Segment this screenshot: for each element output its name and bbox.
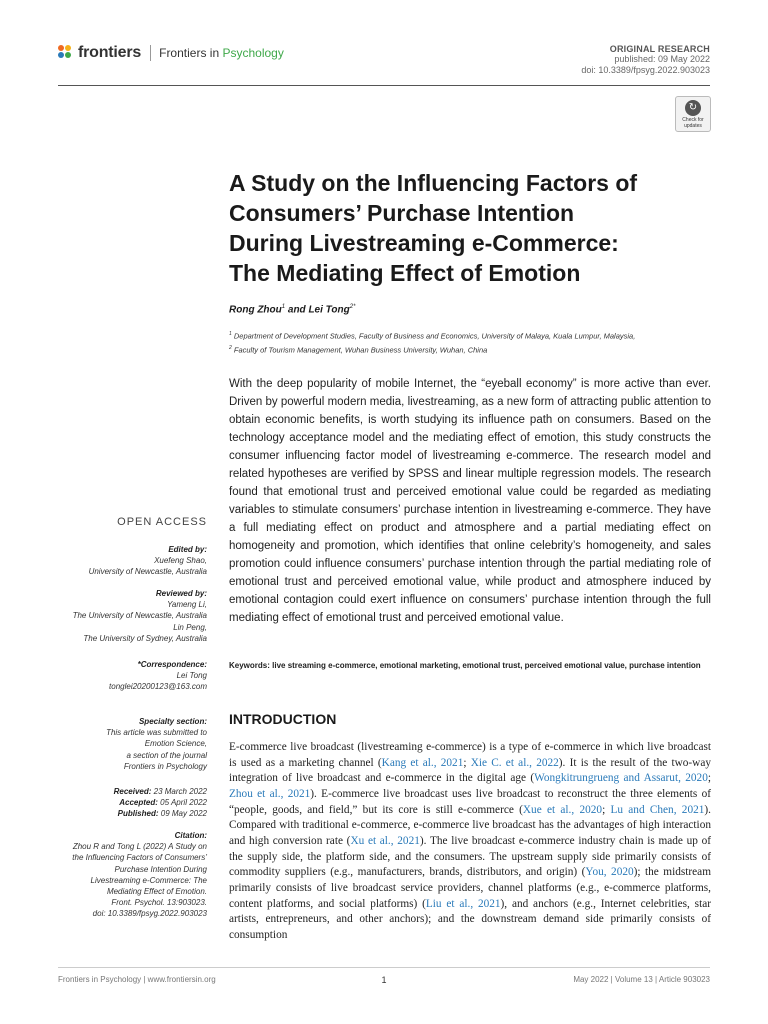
correspondence-info: *Correspondence: Lei Tong tonglei20200123@163.com <box>40 659 207 693</box>
affiliation-1: $^1$ Department of Development Studies, Faculty of Business and Economics, University of Malaya, Kuala Lumpur, Malaysia, <box>229 331 636 341</box>
correspondence-email[interactable]: tonglei20200123@163.com <box>109 682 207 692</box>
article-meta <box>581 44 710 76</box>
dates-info: Received: 23 March 2022 Accepted: 05 April 2022 Published: 09 May 2022 <box>113 787 207 819</box>
abstract: With the deep popularity of mobile Internet, the “eyeball economy” is more active than ever. Driven by powerful modern media, livestreaming, as a new form of attracting public attention to obtain economic benefits, is worth studying its influence path on consumers. Based on the technology acceptance model and the mediating effect of emotion, this study constructs the consumer influencing factor model of livestreaming e-commerce. The research model and related hypotheses are verified by SPSS and linear multiple regression models. The research found that emotional trust and perceived emotional value could be regarded as mediating variables to stimulate consumers’ purchase intention in livestreaming e-commerce. They have a full mediating effect on product and atmosphere and a partial mediating effect on homogeneity and promotion, which identifies that online celebrity’s homogeneity, and sales promotion could influence consumers’ purchase intention through the partial mediating role of emotional trust and perceived emotional value, while product and atmosphere induced by emotional contagion could exert influence on consumers’ purchase intention through the full mediating effect of emotional trust and perceived emotional value. <box>229 378 711 624</box>
check-updates-label: Check for updates <box>682 117 704 129</box>
author-name[interactable]: Rong Zhou <box>229 304 282 316</box>
introduction-paragraph: E-commerce live broadcast (livestreaming e-commerce) is a type of e-commerce in which live broadcast is used as a marketing channel (Kang et al., 2021; Xie C. et al., 2022). It is the result of the two-way integration of live broadcast and e-commerce in the digital age (Wongkitrungrueng and Assarut, 2020; Zhou et al., 2021). E-commerce live broadcast uses live broadcast to reconstruct the three elements of “people, goods, and field,” but its core is still e-commerce (Xue et al., 2020; Lu and Chen, 2021). Compared with traditional e-commerce, e-commerce live broadcast has the advantages of high interaction and high conversion rate (Xu et al., 2021). The live broadcast e-commerce industry chain is made up of the supply side, the platform side, and the consumers. The upstream supply side primarily consists of commodity suppliers (e.g., manufacturers, brands, distributors, and origin) (You, 2020); the midstream primarily consists of live broadcast service providers, channel platforms (e.g., e-commerce platforms, content platforms, and social platforms) (Liu et al., 2021), and anchors (e.g., Internet celebrities, star artists, entrepreneurs, and other anchors); and the downstream demand side primarily consists of consumption <box>229 741 711 941</box>
author-name[interactable]: Lei Tong <box>308 304 350 316</box>
author-list: Rong Zhou$^1$ and Lei Tong$^{2*}$ <box>229 304 356 316</box>
check-updates-icon: ↻ <box>685 100 701 116</box>
journal-name: Frontiers in Psychology <box>159 46 284 60</box>
citation-link[interactable]: Lu and Chen, 2021 <box>610 803 705 816</box>
article-doi[interactable]: doi: 10.3389/fpsyg.2022.903023 <box>581 65 710 75</box>
article-type: ORIGINAL RESEARCH <box>609 44 710 54</box>
editor-info: Edited by: Xuefeng Shao, University of Newcastle, Australia <box>88 545 207 577</box>
frontiers-logo-icon <box>58 45 74 61</box>
footer-divider <box>58 967 710 968</box>
citation-link[interactable]: Xue et al., 2020 <box>522 803 603 816</box>
open-access-label: OPEN ACCESS <box>117 516 207 528</box>
published-date: published: 09 May 2022 <box>614 54 710 64</box>
article-title: A Study on the Influencing Factors of Consumers’ Purchase Intention During Livestreaming e-Commerce: The Mediating Effect of Emotion <box>229 170 638 286</box>
page-header <box>0 0 768 86</box>
reviewer-info: Reviewed by: Yameng Li, The University of Newcastle, Australia Lin Peng, The University of Sydney, Australia <box>72 589 207 643</box>
specialty-section: Specialty section: This article was submitted to Emotion Science, a section of the journal Frontiers in Psychology <box>106 717 207 771</box>
footer-journal-link[interactable]: Frontiers in Psychology | www.frontiersin.org <box>58 975 216 984</box>
logo-divider <box>150 45 151 61</box>
citation-info: Citation: Zhou R and Tong L (2022) A Study on the Influencing Factors of Consumers’ Purchase Intention During Livestreaming e-Commerce: The Mediating Effect of Emotion. Front. Psychol. 13:903023. doi: 10.3389/fpsyg.2022.903023 <box>72 831 207 919</box>
introduction-heading: INTRODUCTION <box>229 711 337 727</box>
footer-issue-info: May 2022 | Volume 13 | Article 903023 <box>573 975 710 984</box>
citation-link[interactable]: Liu et al., 2021 <box>425 897 501 910</box>
citation-link[interactable]: Xie C. et al., 2022 <box>470 756 559 769</box>
logo-wordmark: frontiers <box>78 44 142 61</box>
citation-link[interactable]: Wongkitrungrueng and Assarut, 2020 <box>534 772 708 785</box>
citation-link[interactable]: You, 2020 <box>585 866 634 879</box>
check-for-updates-button[interactable] <box>675 96 711 132</box>
citation-link[interactable]: Zhou et al., 2021 <box>229 787 311 800</box>
frontiers-logo[interactable] <box>58 44 284 62</box>
citation-link[interactable]: Kang et al., 2021 <box>381 756 464 769</box>
page-number: 1 <box>381 975 387 985</box>
affiliation-2: $^2$ Faculty of Tourism Management, Wuhan Business University, Wuhan, China <box>229 345 488 355</box>
page-footer <box>58 975 710 989</box>
header-divider <box>58 85 710 86</box>
citation-link[interactable]: Xu et al., 2021 <box>350 834 420 847</box>
keywords: Keywords: live streaming e-commerce, emotional marketing, emotional trust, perceived emotional value, purchase intention <box>229 661 701 670</box>
